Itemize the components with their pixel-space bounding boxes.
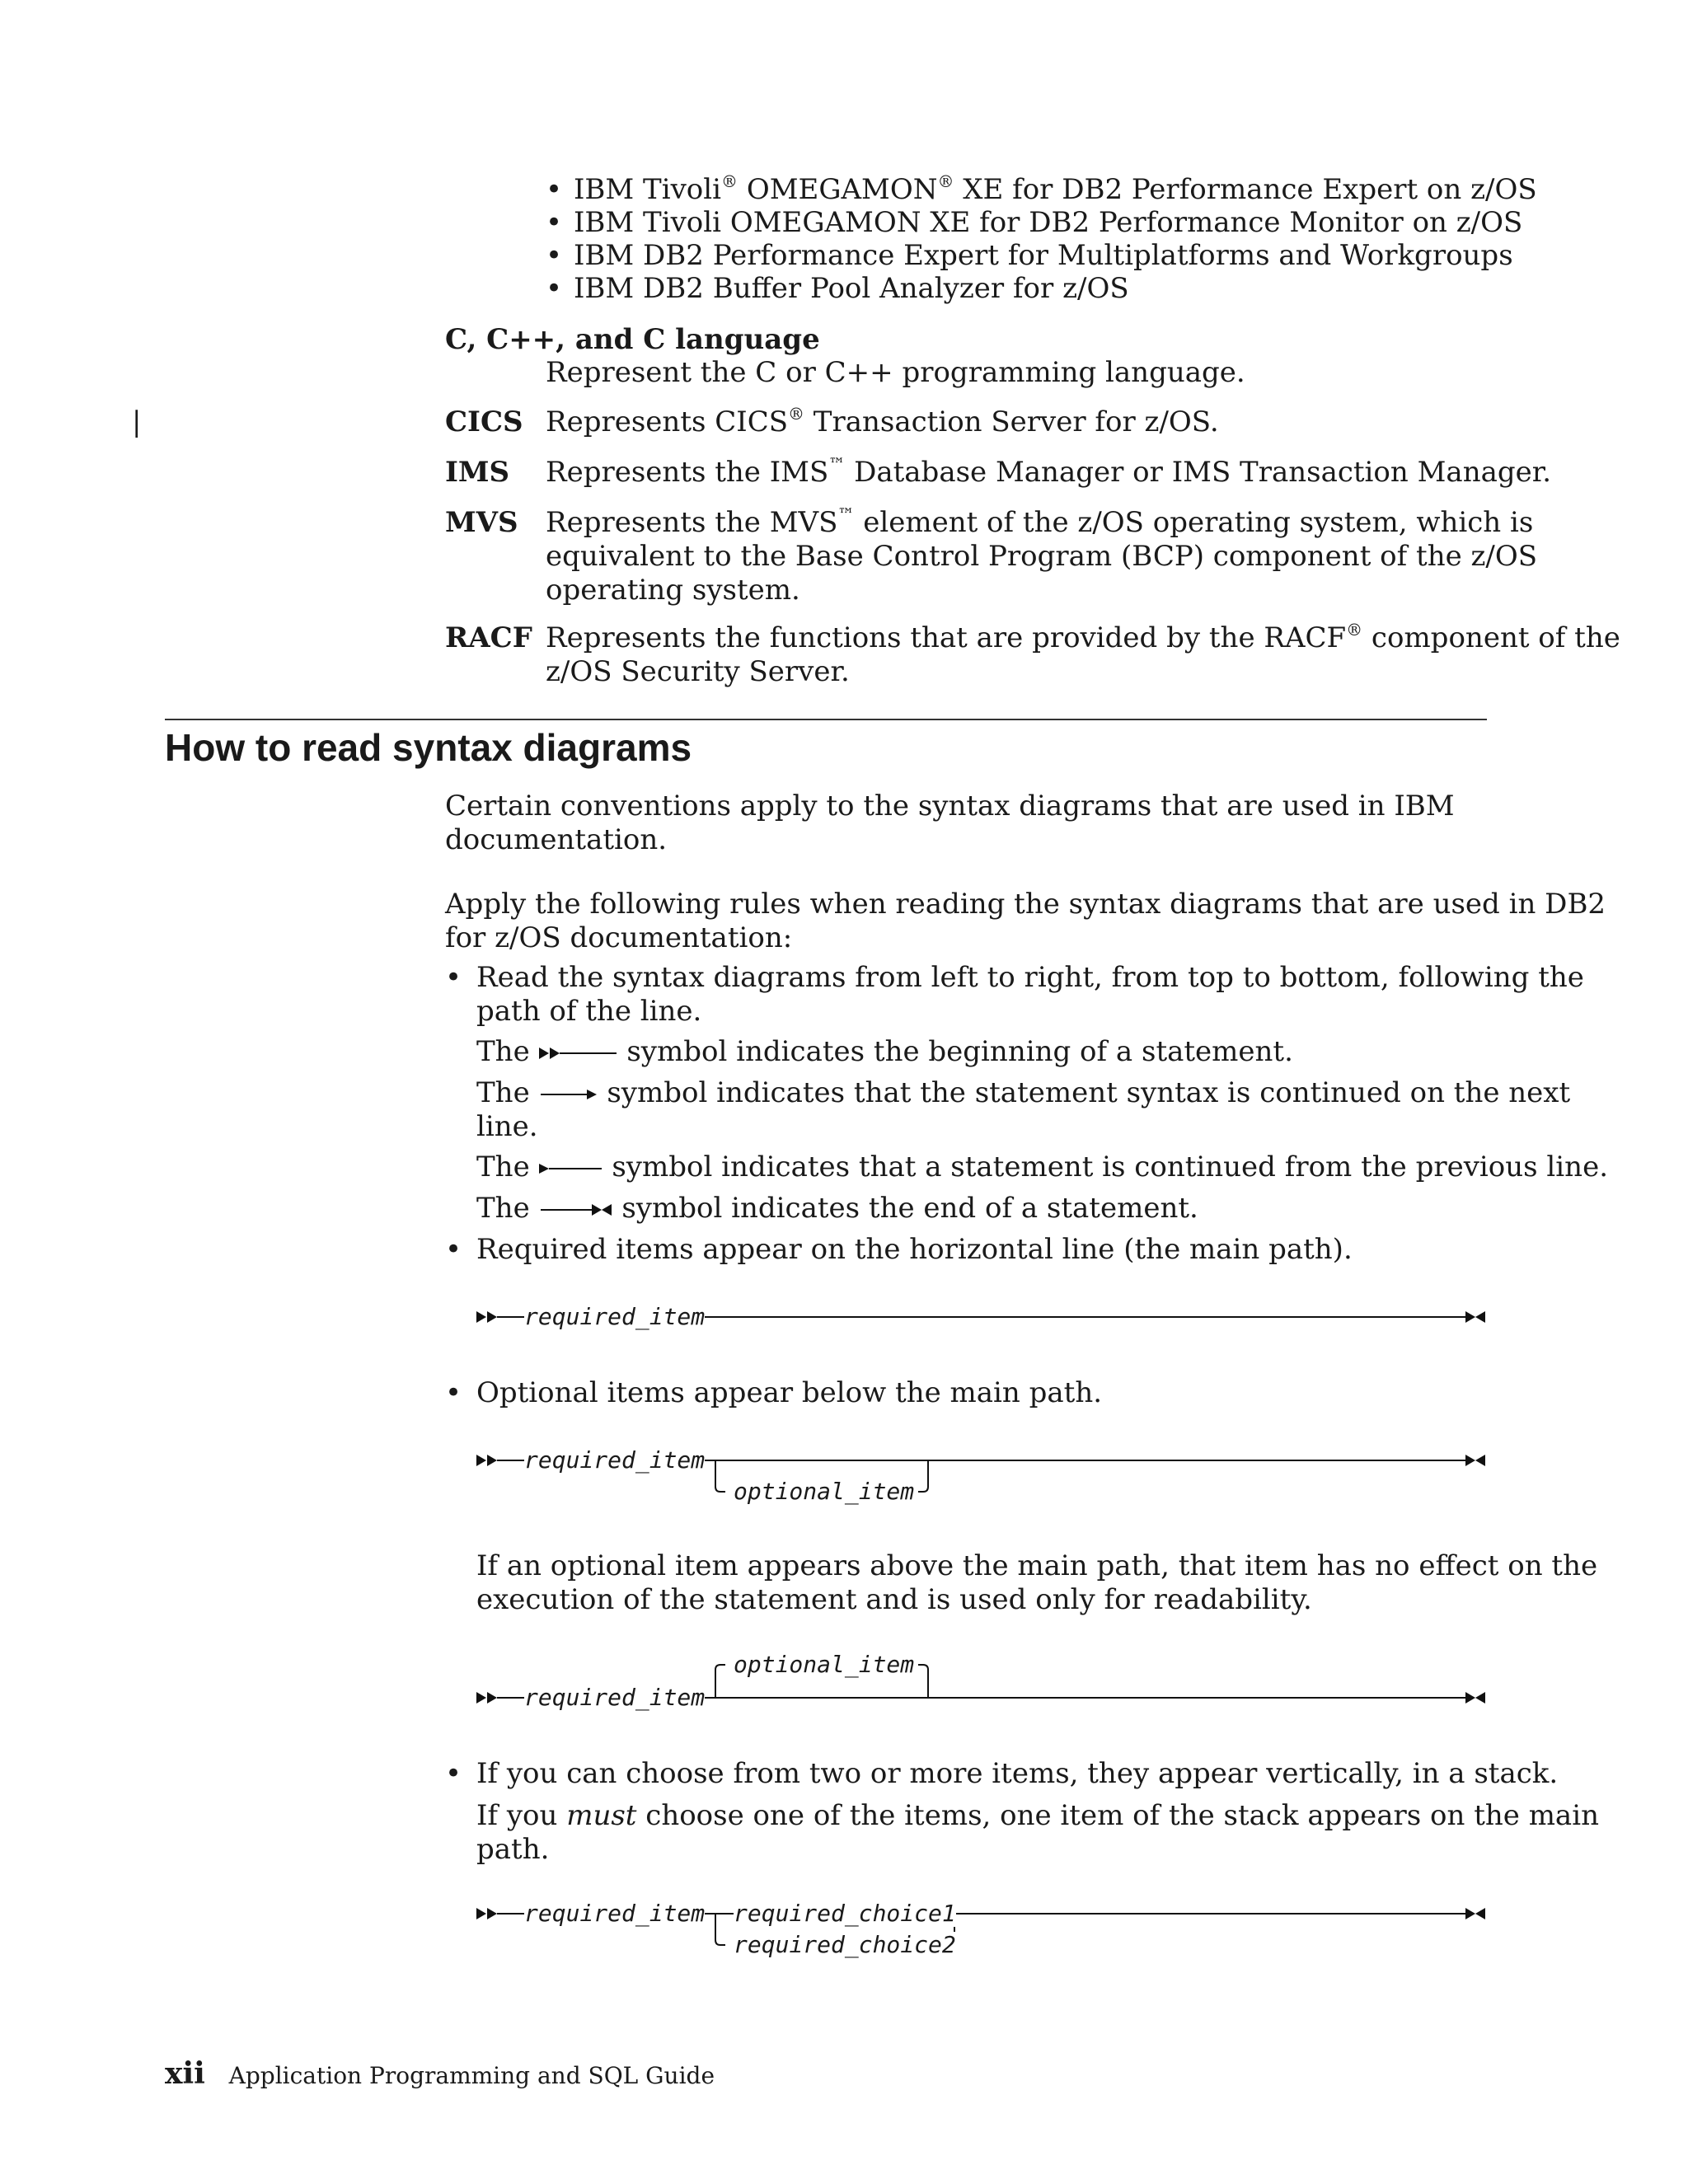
section-title: How to read syntax diagrams (165, 726, 692, 769)
diagram-label: required_item (524, 1900, 706, 1927)
def-c: Represent the C or C++ programming language. (546, 356, 1245, 389)
page-number: xii (165, 2056, 205, 2091)
rules-paragraph: Apply the following rules when reading the syntax diagrams that are used in DB2 for z/OS documentation: (445, 888, 1606, 954)
term-c: C, C++, and C language (445, 323, 820, 356)
diagram-label: required_item (524, 1446, 706, 1474)
def-mvs: Represents the MVS™ element of the z/OS operating system, which is equivalent to the Base Control Program (BCP) component of the z/OS operating system. (546, 504, 1538, 607)
def-ims: Represents the IMS™ Database Manager or IMS Transaction Manager. (546, 453, 1552, 489)
diagram-label: required_item (524, 1303, 706, 1330)
diagram-label: required_choice2 (734, 1931, 956, 1958)
symbol-line-end: The symbol indicates the end of a statement. (476, 1192, 1198, 1225)
term-cics: CICS (445, 405, 523, 438)
intro-paragraph: Certain conventions apply to the syntax diagrams that are used in IBM documentation. (445, 790, 1455, 856)
begin-statement-icon (539, 1045, 618, 1062)
symbol-line-continue: The symbol indicates that the statement syntax is continued on the next line. (476, 1076, 1571, 1143)
section-divider (165, 719, 1487, 720)
end-statement-icon (539, 1202, 613, 1218)
continue-next-icon (539, 1086, 598, 1103)
change-bar: | (132, 405, 142, 438)
diagram-label: optional_item (734, 1651, 915, 1678)
symbol-line-continued-from: The symbol indicates that a statement is continued from the previous line. (476, 1151, 1609, 1183)
term-mvs: MVS (445, 506, 518, 539)
diagram-label: required_item (524, 1684, 706, 1711)
symbol-line-begin: The symbol indicates the beginning of a statement. (476, 1035, 1293, 1068)
page-footer (165, 2057, 715, 2093)
book-title: Application Programming and SQL Guide (228, 2062, 715, 2089)
def-racf: Represents the functions that are provided by the RACF® component of the z/OS Security Server. (546, 619, 1620, 688)
term-racf: RACF (445, 621, 532, 654)
term-ims: IMS (445, 456, 510, 489)
diagram-label: optional_item (734, 1478, 915, 1505)
optional-note: If an optional item appears above the main path, that item has no effect on the execution of the statement and is used only for readability. (476, 1549, 1598, 1616)
def-cics: Represents CICS® Transaction Server for z/OS. (546, 403, 1219, 438)
continued-from-icon (539, 1160, 603, 1177)
diagram-label: required_choice1 (734, 1900, 956, 1927)
